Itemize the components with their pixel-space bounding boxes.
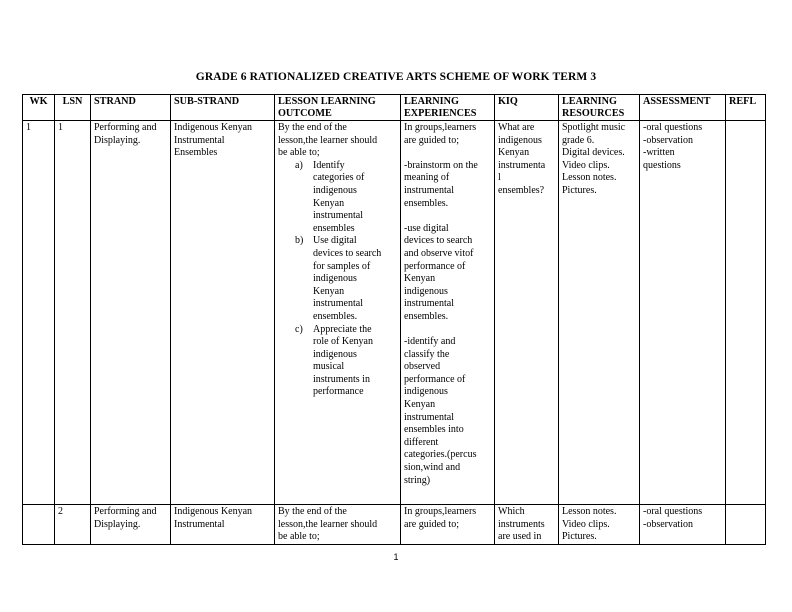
header-sub-strand: SUB-STRAND [171, 95, 275, 121]
page-number: 1 [393, 552, 399, 562]
cell-wk: 1 [23, 121, 55, 505]
header-resources: LEARNING RESOURCES [559, 95, 640, 121]
cell-outcome: By the end of the lesson,the learner should be able to; a) Identify categories of indigenous Kenyan instrumental ensembles b) Use digital devices to search for samples of indigenous Kenyan instrumental ensembles. c) Appreciate the role of Kenyan indigenous musical instruments in performance [275, 121, 401, 505]
cell-refl [726, 505, 766, 545]
header-wk: WK [23, 95, 55, 121]
cell-sub-strand: Indigenous Kenyan Instrumental [171, 505, 275, 545]
cell-wk [23, 505, 55, 545]
header-assessment: ASSESSMENT [640, 95, 726, 121]
cell-sub-strand: Indigenous Kenyan Instrumental Ensembles [171, 121, 275, 505]
cell-experiences: In groups,learners are guided to; [401, 505, 495, 545]
cell-experiences: In groups,learners are guided to; -brainstorm on the meaning of instrumental ensembles. -use digital devices to search and observe vitof performance of Kenyan indigenous instrumental ensembles. -identify and classify the observed performance of indigenous Kenyan instrumental ensembles into different categories.(percus sion,wind and string) [401, 121, 495, 505]
cell-assessment: -oral questions -observation -written questions [640, 121, 726, 505]
header-outcome: LESSON LEARNING OUTCOME [275, 95, 401, 121]
cell-assessment: -oral questions -observation [640, 505, 726, 545]
cell-lsn: 2 [55, 505, 91, 545]
scheme-of-work-table [22, 94, 766, 545]
table-row [23, 505, 766, 545]
header-lsn: LSN [55, 95, 91, 121]
header-experiences: LEARNING EXPERIENCES [401, 95, 495, 121]
cell-refl [726, 121, 766, 505]
outcome-list [278, 160, 397, 399]
cell-lsn: 1 [55, 121, 91, 505]
list-item: c) Appreciate the role of Kenyan indigenous musical instruments in performance [295, 323, 373, 398]
header-strand: STRAND [91, 95, 171, 121]
cell-kiq: Which instruments are used in [495, 505, 559, 545]
cell-strand: Performing and Displaying. [91, 121, 171, 505]
list-item: b) Use digital devices to search for samples of indigenous Kenyan instrumental ensembles. [295, 235, 382, 322]
cell-resources: Spotlight music grade 6. Digital devices. Video clips. Lesson notes. Pictures. [559, 121, 640, 505]
header-row [23, 95, 766, 121]
header-kiq: KIQ [495, 95, 559, 121]
cell-resources: Lesson notes. Video clips. Pictures. [559, 505, 640, 545]
table-row [23, 121, 766, 505]
header-refl: REFL [726, 95, 766, 121]
cell-outcome: By the end of the lesson,the learner should be able to; [275, 505, 401, 545]
document-title: GRADE 6 RATIONALIZED CREATIVE ARTS SCHEME OF WORK TERM 3 [195, 71, 597, 83]
list-item: a) Identify categories of indigenous Kenyan instrumental ensembles [295, 159, 365, 234]
cell-strand: Performing and Displaying. [91, 505, 171, 545]
cell-kiq: What are indigenous Kenyan instrumenta l ensembles? [495, 121, 559, 505]
